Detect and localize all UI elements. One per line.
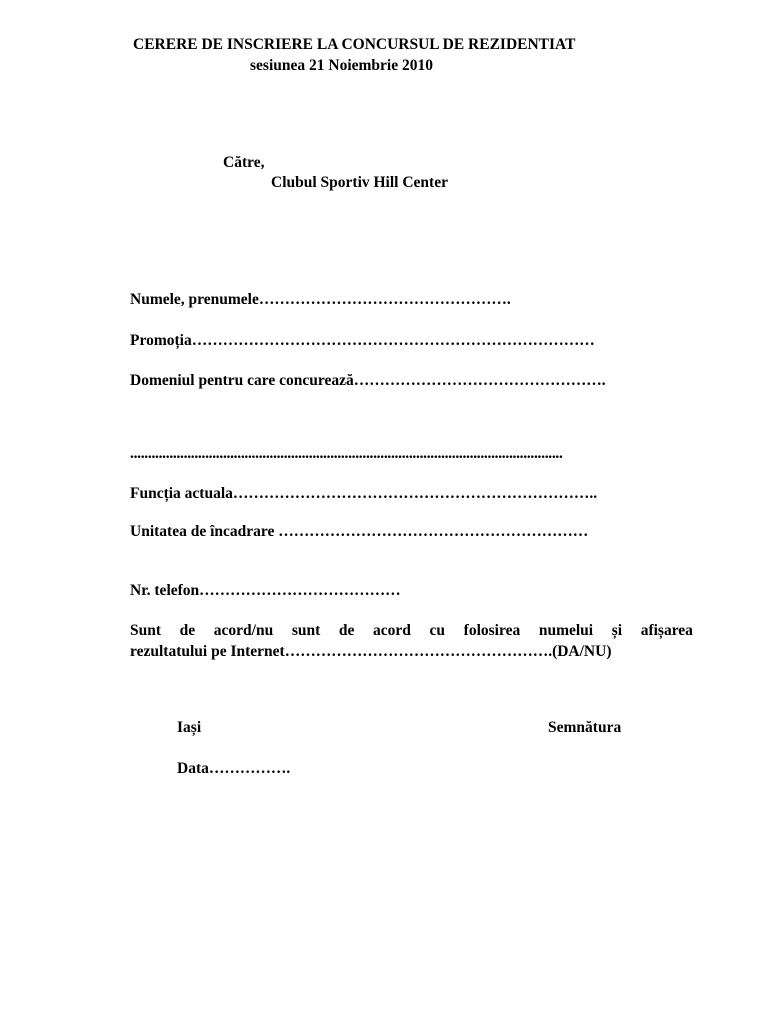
field-phone: Nr. telefon………………………………… <box>130 582 401 599</box>
consent-word: de <box>179 622 196 639</box>
field-name: Numele, prenumele…………………………………………. <box>130 291 511 308</box>
consent-word: acord <box>373 622 411 639</box>
consent-line-2: rezultatului pe Internet…………………………………………….(DA/NU) <box>130 643 612 660</box>
consent-word: sunt <box>291 622 321 639</box>
addressee-name: Clubul Sportiv Hill Center <box>271 174 448 191</box>
document-title: CERERE DE INSCRIERE LA CONCURSUL DE REZIDENTIAT <box>133 36 576 53</box>
signature-label: Semnătura <box>548 719 622 736</box>
date-field: Data……………. <box>177 760 291 777</box>
consent-word: Sunt <box>130 622 162 639</box>
consent-word: afișarea <box>640 622 693 639</box>
consent-word: acord/nu <box>213 622 274 639</box>
consent-statement <box>130 620 693 662</box>
consent-word: cu <box>429 622 446 639</box>
field-domain-continuation: ......................................................................................................................... <box>130 445 563 462</box>
field-current-position: Funcția actuala…………………………………………………………….. <box>130 485 598 502</box>
session-subtitle: sesiunea 21 Noiembrie 2010 <box>250 57 433 74</box>
city-label: Iași <box>177 719 202 736</box>
consent-word: și <box>611 622 623 639</box>
consent-word: folosirea <box>463 622 521 639</box>
addressee-label: Către, <box>223 154 265 171</box>
consent-line-1 <box>130 620 693 641</box>
field-workplace: Unitatea de încadrare …………………………………………………… <box>130 523 589 540</box>
consent-word: de <box>338 622 355 639</box>
field-domain: Domeniul pentru care concurează…………………………………………. <box>130 372 606 389</box>
field-promotion: Promoția…………………………………………………………………… <box>130 332 595 349</box>
consent-word: numelui <box>538 622 594 639</box>
